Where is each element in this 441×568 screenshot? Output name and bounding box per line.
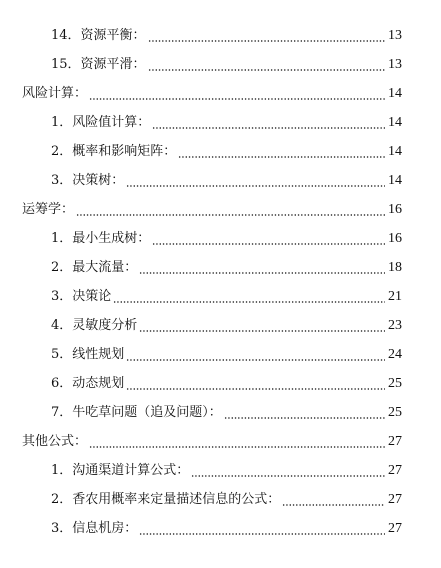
toc-dot-leader	[152, 126, 385, 129]
toc-entry-page: 16	[388, 230, 402, 246]
toc-section[interactable]	[0, 427, 441, 456]
toc-entry[interactable]	[0, 137, 441, 166]
toc-entry[interactable]	[0, 108, 441, 137]
toc-entry-label: 3．决策论	[51, 288, 112, 304]
toc-entry-label: 14．资源平衡：	[51, 27, 146, 43]
toc-entry-label: 1．沟通渠道计算公式：	[51, 462, 190, 478]
toc-entry[interactable]	[0, 21, 441, 50]
toc-dot-leader	[126, 184, 385, 187]
toc-section[interactable]	[0, 79, 441, 108]
toc-section-page: 14	[388, 85, 402, 101]
toc-entry[interactable]	[0, 311, 441, 340]
toc-entry-label: 4．灵敏度分析	[51, 317, 138, 333]
toc-section-label: 运筹学：	[22, 201, 75, 217]
toc-entry-page: 14	[388, 172, 402, 188]
toc-entry[interactable]	[0, 485, 441, 514]
toc-entry[interactable]	[0, 456, 441, 485]
toc-entry-page: 18	[388, 259, 402, 275]
toc-section-label: 风险计算：	[22, 85, 88, 101]
toc-entry-page: 25	[388, 375, 402, 391]
toc-entry-label: 7．牛吃草问题（追及问题）：	[51, 404, 222, 420]
toc-dot-leader	[282, 503, 385, 506]
toc-entry-page: 24	[388, 346, 402, 362]
toc-entry-page: 14	[388, 114, 402, 130]
toc-dot-leader	[76, 213, 385, 216]
toc-entry-page: 27	[388, 520, 402, 536]
toc-entry-page: 23	[388, 317, 402, 333]
toc-dot-leader	[113, 300, 385, 303]
toc-entry[interactable]	[0, 253, 441, 282]
toc-entry-label: 1．风险值计算：	[51, 114, 151, 130]
toc-section-label: 其他公式：	[22, 433, 88, 449]
toc-entry[interactable]	[0, 282, 441, 311]
toc-entry-page: 21	[388, 288, 402, 304]
toc-entry-page: 13	[388, 27, 402, 43]
toc-entry-label: 5．线性规划	[51, 346, 125, 362]
toc-entry-label: 6．动态规划	[51, 375, 125, 391]
toc-dot-leader	[224, 416, 385, 419]
toc-dot-leader	[139, 271, 385, 274]
toc-entry[interactable]	[0, 166, 441, 195]
toc-dot-leader	[139, 532, 385, 535]
toc-section-page: 16	[388, 201, 402, 217]
toc-entry[interactable]	[0, 369, 441, 398]
toc-entry[interactable]	[0, 50, 441, 79]
toc-entry[interactable]	[0, 514, 441, 543]
toc-entry[interactable]	[0, 340, 441, 369]
toc-section[interactable]	[0, 195, 441, 224]
toc-entry-label: 1．最小生成树：	[51, 230, 151, 246]
toc-dot-leader	[89, 97, 385, 100]
table-of-contents	[0, 21, 441, 543]
toc-dot-leader	[126, 387, 385, 390]
toc-dot-leader	[126, 358, 385, 361]
toc-dot-leader	[89, 445, 385, 448]
toc-entry-page: 13	[388, 56, 402, 72]
toc-entry-label: 3．决策树：	[51, 172, 125, 188]
toc-entry-page: 25	[388, 404, 402, 420]
toc-dot-leader	[139, 329, 385, 332]
toc-entry-page: 27	[388, 462, 402, 478]
toc-dot-leader	[152, 242, 385, 245]
toc-dot-leader	[191, 474, 385, 477]
toc-entry-label: 2．香农用概率来定量描述信息的公式：	[51, 491, 281, 507]
toc-dot-leader	[148, 39, 385, 42]
toc-entry-label: 3．信息机房：	[51, 520, 138, 536]
toc-entry-label: 2．最大流量：	[51, 259, 138, 275]
toc-dot-leader	[148, 68, 385, 71]
toc-section-page: 27	[388, 433, 402, 449]
toc-entry[interactable]	[0, 224, 441, 253]
toc-entry-label: 2．概率和影响矩阵：	[51, 143, 177, 159]
toc-entry-page: 14	[388, 143, 402, 159]
toc-dot-leader	[178, 155, 385, 158]
toc-entry-label: 15．资源平滑：	[51, 56, 146, 72]
toc-entry-page: 27	[388, 491, 402, 507]
toc-entry[interactable]	[0, 398, 441, 427]
